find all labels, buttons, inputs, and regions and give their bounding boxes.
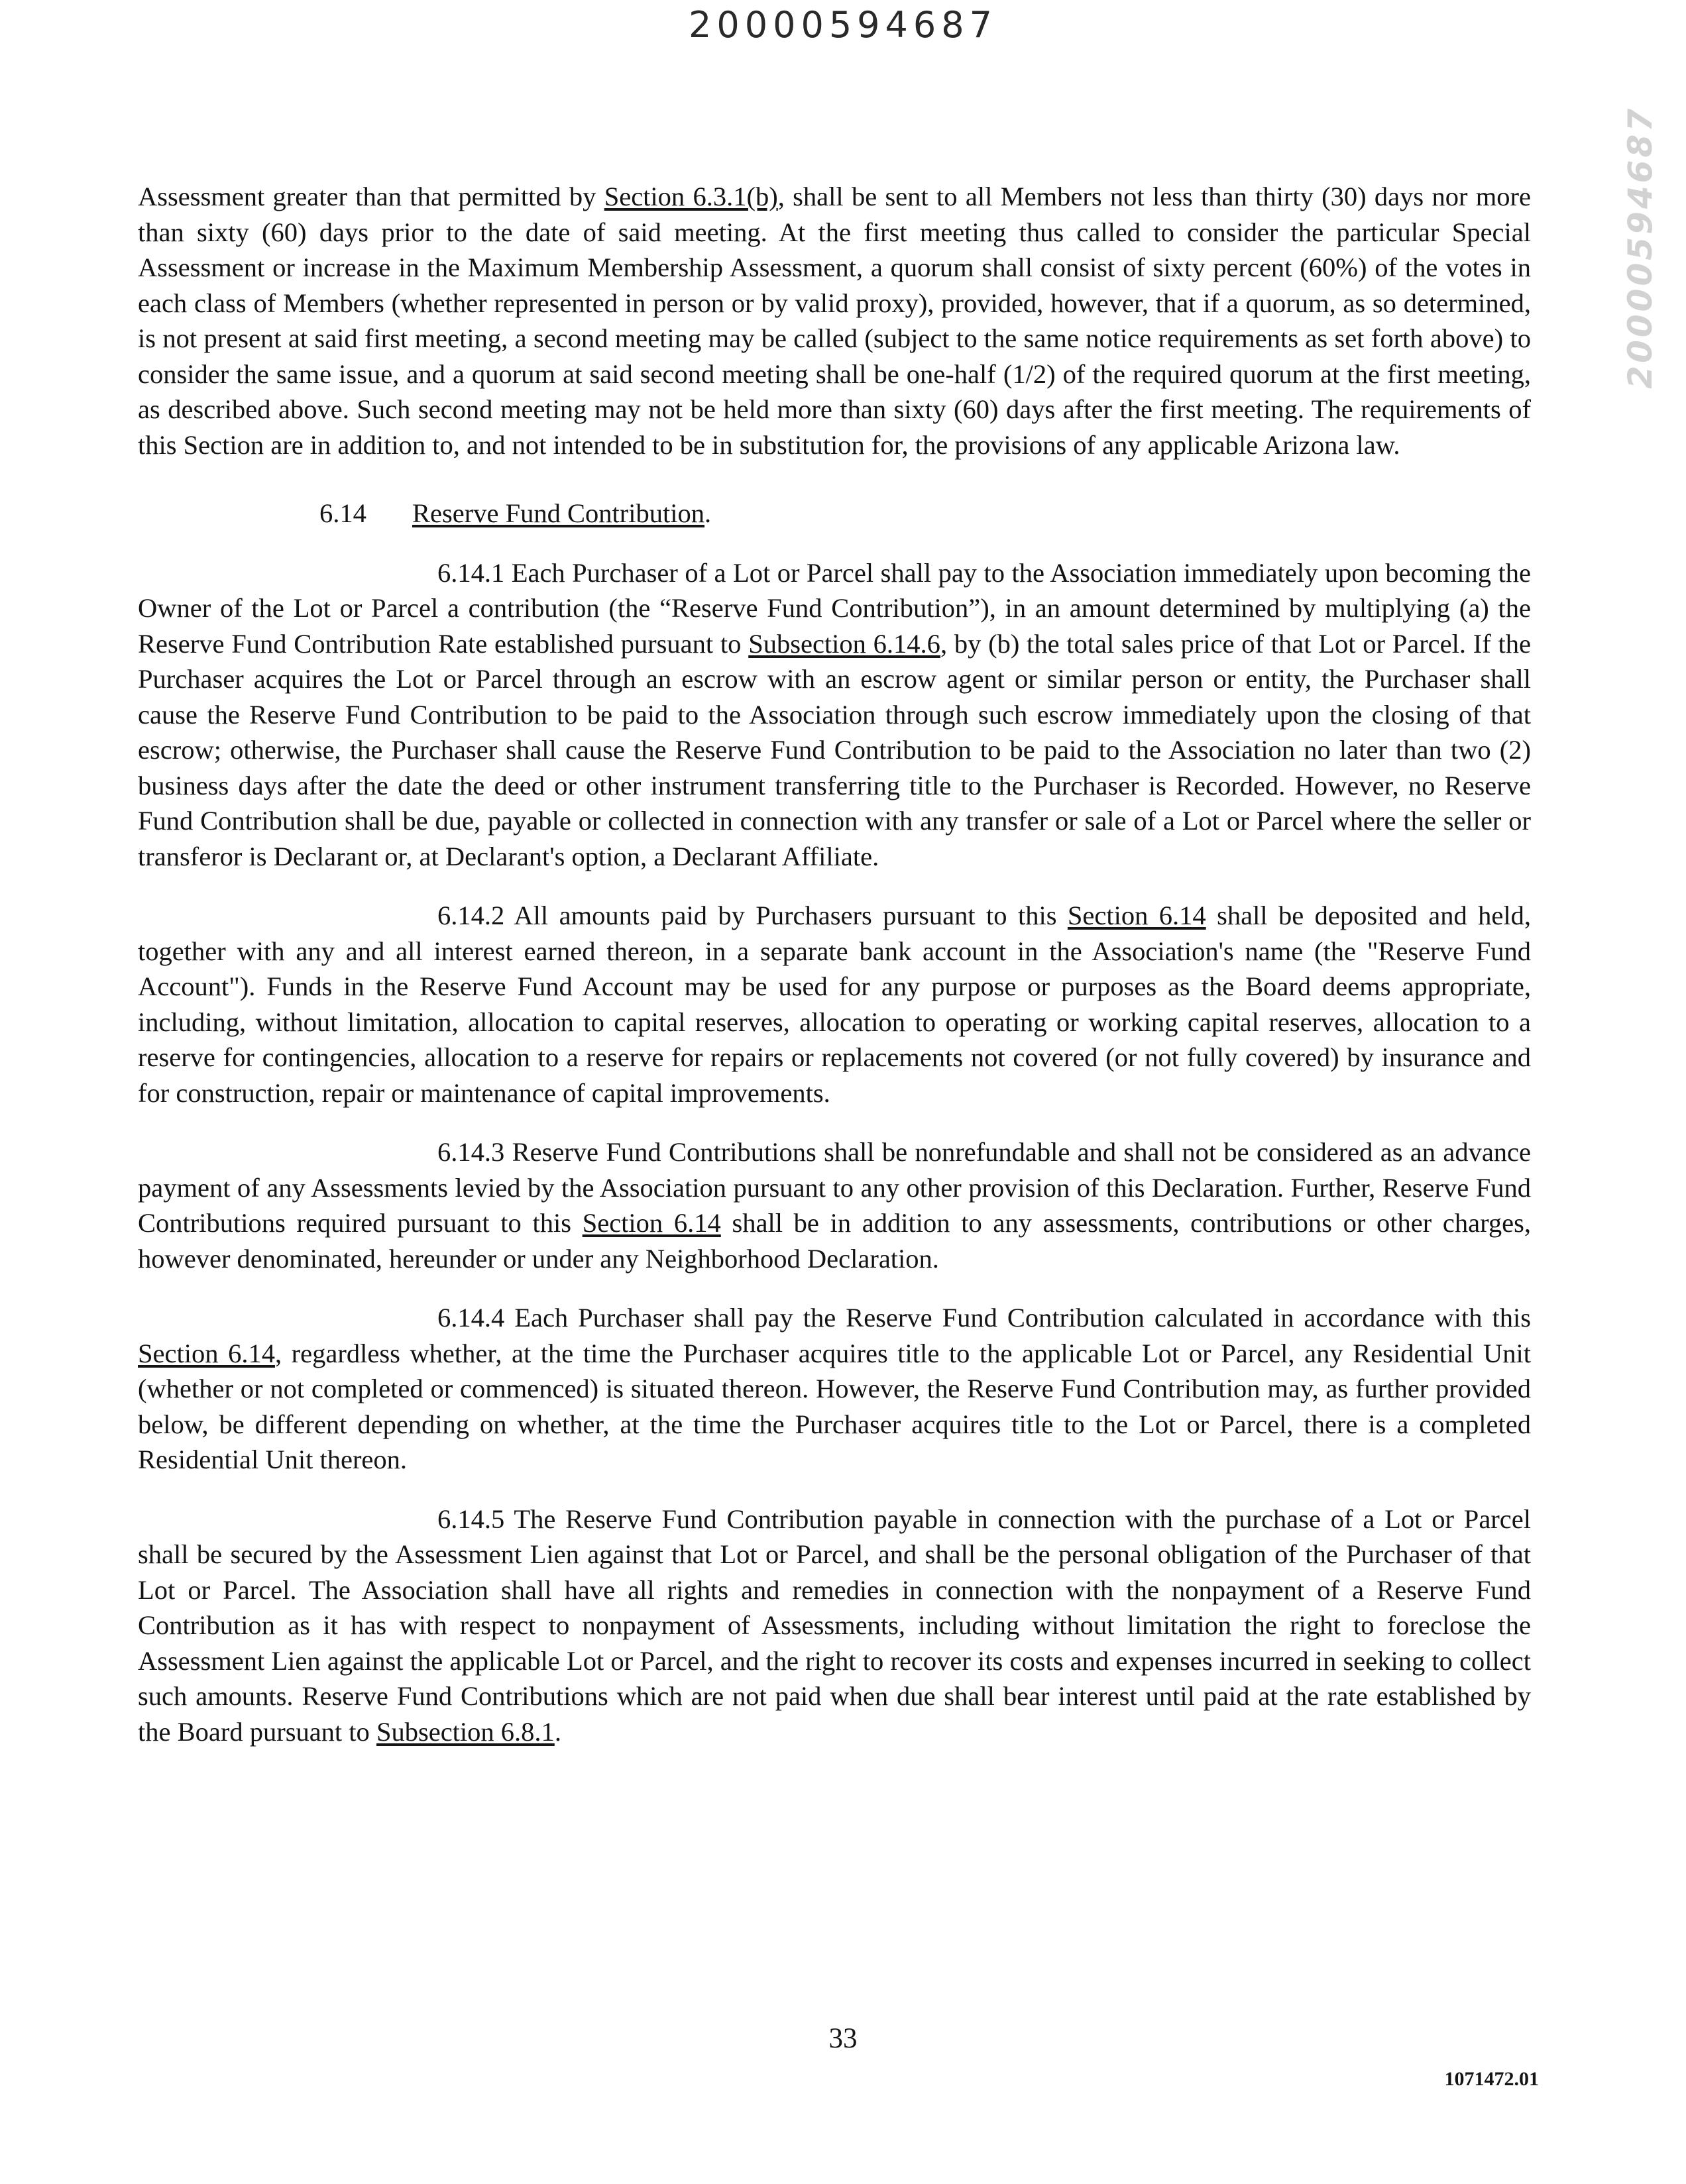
section-heading <box>138 496 1531 531</box>
page-content <box>138 179 1531 1749</box>
paragraph-text-before: The Reserve Fund Contribution payable in connection with the purchase of a Lot or Parcel shall be secured by the Assessment Lien against that Lot or Parcel, and shall be the personal obligation of the Purchaser of that Lot or Parcel. The Association shall have all rights and remedies in connection with the nonpayment of a Reserve Fund Contribution as it has with respect to nonpayment of Assessments, including without limitation the right to foreclose the Assessment Lien against the applicable Lot or Parcel, and the right to recover its costs and expenses incurred in seeking to collect such amounts. Reserve Fund Contributions which are not paid when due shall bear interest until paid at the rate established by the Board pursuant to <box>138 1503 1531 1747</box>
paragraph-text-before: Each Purchaser of a Lot or Parcel shall pay to the Association immediately upon becoming the Owner of the Lot or Parcel a contribution (the “Reserve Fund Contribution”), in an amount determined by multiplying (a) the Reserve Fund Contribution Rate established pursuant to <box>138 557 1531 659</box>
paragraph-text-after: , by (b) the total sales price of that Lot or Parcel. If the Purchaser acquires the Lot or Parcel through an escrow with an escrow agent or similar person or entity, the Purchaser shall cause the Reserve Fund Contribution to be paid to the Association through such escrow immediately upon the closing of that escrow; otherwise, the Purchaser shall cause the Reserve Fund Contribution to be paid to the Association no later than two (2) business days after the date the deed or other instrument transferring title to the Purchaser is Recorded. However, no Reserve Fund Contribution shall be due, payable or collected in connection with any transfer or sale of a Lot or Parcel where the seller or transferor is Declarant or, at Declarant's option, a Declarant Affiliate. <box>138 628 1531 871</box>
paragraph-number: 6.14.2 <box>437 901 505 930</box>
section-number: 6.14 <box>319 498 366 528</box>
paragraph-number: 6.14.1 <box>437 557 505 588</box>
paragraph-6-14-5 <box>138 1502 1531 1750</box>
paragraph-text-before: All amounts paid by Purchasers pursuant to this <box>504 901 1068 930</box>
paragraph-number: 6.14.3 <box>437 1137 505 1167</box>
document-id: 1071472.01 <box>1444 2068 1539 2090</box>
subsection-ref-6-14-6: Subsection 6.14.6 <box>748 628 940 659</box>
section-ref-6-3-1b: Section 6.3.1(b) <box>604 182 778 211</box>
document-number: 20000594687 <box>689 4 997 46</box>
intro-text-before: Assessment greater than that permitted by <box>138 182 604 211</box>
intro-text-after: , shall be sent to all Members not less than thirty (30) days nor more than sixty (60) days prior to the date of said meeting. At the first meeting thus called to consider the particular Special Assessment or increase in the Maximum Membership Assessment, a quorum shall consist of sixty percent (60%) of the votes in each class of Members (whether represented in person or by valid proxy), provided, however, that if a quorum, as so determined, is not present at said first meeting, a second meeting may be called (subject to the same notice requirements as set forth above) to consider the same issue, and a quorum at said second meeting shall be one-half (1/2) of the required quorum at the first meeting, as described above. Such second meeting may not be held more than sixty (60) days after the first meeting. The requirements of this Section are in addition to, and not intended to be in substitution for, the provisions of any applicable Arizona law. <box>138 182 1531 460</box>
paragraph-text-after: shall be in addition to any assessments, contributions or other charges, however denominated, hereunder or under any Neighborhood Declaration. <box>138 1208 1532 1274</box>
paragraph-text-after: . <box>554 1716 561 1747</box>
section-ref-6-14: Section 6.14 <box>138 1338 275 1368</box>
intro-paragraph <box>138 179 1531 463</box>
paragraph-text-after: , regardless whether, at the time the Purchaser acquires title to the applicable Lot or Parcel, any Residential Unit (whether or not completed or commenced) is situated thereon. However, the Reserve Fund Contribution may, as further provided below, be different depending on whether, at the time the Purchaser acquires title to the Lot or Parcel, there is a completed Residential Unit thereon. <box>138 1338 1531 1474</box>
section-title: Reserve Fund Contribution <box>412 498 704 528</box>
paragraph-number: 6.14.5 <box>437 1503 505 1534</box>
margin-stamp: 20000594687 <box>1621 106 1659 389</box>
section-ref-6-14: Section 6.14 <box>1067 901 1206 930</box>
paragraph-text-after: shall be deposited and held, together with any and all interest earned thereon, in a separate bank account in the Association's name (the "Reserve Fund Account"). Funds in the Reserve Fund Account may be used for any purpose or purposes as the Board deems appropriate, including, without limitation, allocation to capital reserves, allocation to operating or working capital reserves, allocation to a reserve for contingencies, allocation to a reserve for repairs or replacements not covered (or not fully covered) by insurance and for construction, repair or maintenance of capital improvements. <box>138 901 1531 1108</box>
section-ref-6-14: Section 6.14 <box>582 1208 721 1238</box>
paragraph-6-14-3 <box>138 1134 1531 1276</box>
paragraph-number: 6.14.4 <box>437 1303 505 1333</box>
paragraph-6-14-1 <box>138 555 1531 875</box>
paragraph-text-before: Reserve Fund Contributions shall be nonrefundable and shall not be considered as an advance payment of any Assessments levied by the Association pursuant to any other provision of this Declaration. Further, Reserve Fund Contributions required pursuant to this <box>138 1137 1531 1238</box>
paragraph-text-before: Each Purchaser shall pay the Reserve Fund Contribution calculated in accordance with this <box>504 1303 1531 1333</box>
subsection-ref-6-8-1: Subsection 6.8.1 <box>376 1716 555 1747</box>
section-title-period: . <box>704 498 712 528</box>
paragraph-6-14-4 <box>138 1300 1531 1478</box>
paragraph-6-14-2 <box>138 898 1531 1111</box>
page-number: 33 <box>828 2023 858 2054</box>
